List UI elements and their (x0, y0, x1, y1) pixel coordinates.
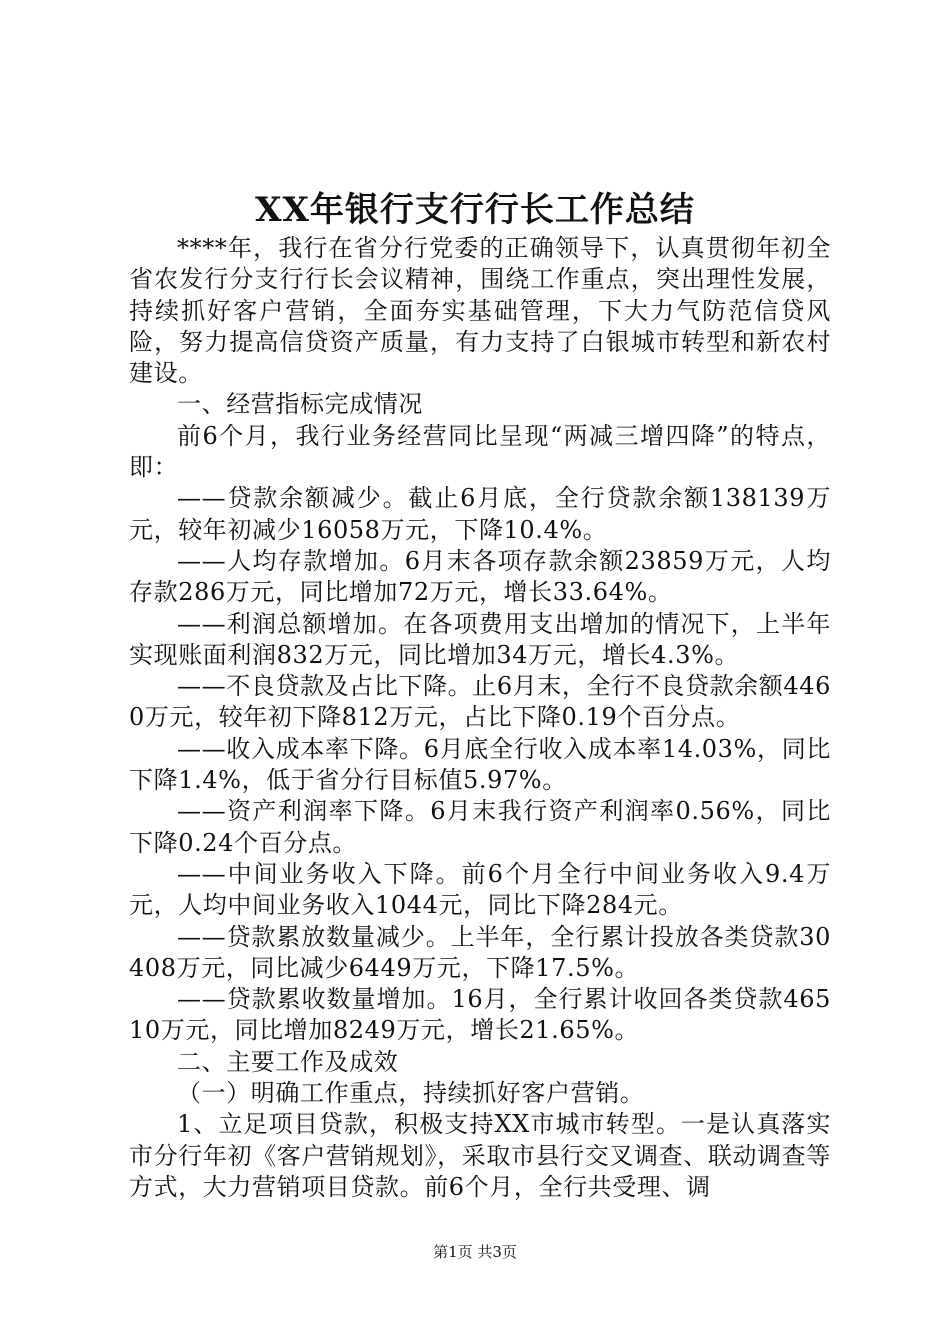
paragraph-profit: ——利润总额增加。在各项费用支出增加的情况下，上半年实现账面利润832万元，同比增加34万元，增长4.3%。 (129, 609, 831, 669)
section-heading-2: 二、主要工作及成效 (177, 1047, 399, 1076)
page-footer: 第1页 共3页 (433, 1243, 517, 1261)
paragraph-loans-recovered: ——贷款累收数量增加。16月，全行累计收回各类贷款46510万元，同比增加8249万元，增长21.65%。 (129, 985, 831, 1045)
document-body (129, 233, 831, 1203)
paragraph-intro: ****年，我行在省分行党委的正确领导下，认真贯彻年初全省农发行分支行行长会议精神，围绕工作重点，突出理性发展，持续抓好客户营销，全面夯实基础管理，下大力气防范信贷风险，努力提高信贷资产质量，有力支持了白银城市转型和新农村建设。 (129, 234, 831, 388)
paragraph-cost-ratio: ——收入成本率下降。6月底全行收入成本率14.03%，同比下降1.4%，低于省分行目标值5.97%。 (129, 734, 831, 795)
paragraph-summary: 前6个月，我行业务经营同比呈现“两减三增四降”的特点，即： (129, 421, 831, 482)
paragraph-project-loans: 1、立足项目贷款，积极支持XX市城市转型。一是认真落实市分行年初《客户营销规划》，采取市县行交叉调查、联动调查等方式，大力营销项目贷款。前6个月，全行共受理、调 (129, 1110, 831, 1201)
subsection-heading-1: （一）明确工作重点，持续抓好客户营销。 (177, 1079, 645, 1108)
section-heading-1: 一、经营指标完成情况 (177, 390, 423, 419)
paragraph-intermediate-income: ——中间业务收入下降。前6个月全行中间业务收入9.4万元，人均中间业务收入1044元，同比下降284元。 (129, 859, 831, 920)
document-title: XX年银行支行行长工作总结 (255, 190, 695, 230)
paragraph-asset-profit: ——资产利润率下降。6月末我行资产利润率0.56%，同比下降0.24个百分点。 (129, 797, 831, 857)
paragraph-bad-loans: ——不良贷款及占比下降。止6月末，全行不良贷款余额4460万元，较年初下降812万元，占比下降0.19个百分点。 (129, 672, 831, 732)
paragraph-deposits: ——人均存款增加。6月末各项存款余额23859万元，人均存款286万元，同比增加72万元，增长33.64%。 (129, 546, 831, 607)
paragraph-loan-balance: ——贷款余额减少。截止6月底，全行贷款余额138139万元，较年初减少16058万元，下降10.4%。 (129, 484, 831, 544)
paragraph-loans-issued: ——贷款累放数量减少。上半年，全行累计投放各类贷款30408万元，同比减少6449万元，下降17.5%。 (129, 922, 831, 982)
